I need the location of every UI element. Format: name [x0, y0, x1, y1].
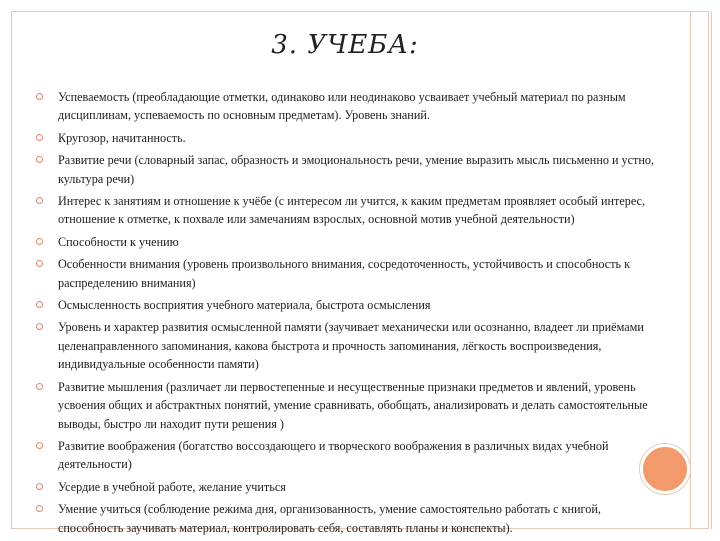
bullet-circle-icon — [36, 93, 43, 100]
list-item — [36, 255, 656, 292]
list-item — [36, 378, 656, 433]
list-item — [36, 296, 656, 314]
list-item-text: Кругозор, начитанность. — [58, 130, 186, 145]
list-item-text: Развитие мышления (различает ли первостепенные и несущественные признаки предметов и явлений, уровень усвоения общих и абстрактных понятий, умение сравнивать, обобщать, анализировать и делать самостоятельные выводы, быстро ли находит пути решения ) — [58, 379, 648, 431]
bullet-circle-icon — [36, 156, 43, 163]
bullet-list — [36, 88, 656, 541]
side-decoration-strip — [690, 11, 712, 529]
list-item — [36, 318, 656, 373]
bullet-circle-icon — [36, 323, 43, 330]
bullet-circle-icon — [36, 238, 43, 245]
list-item — [36, 129, 656, 147]
bullet-circle-icon — [36, 197, 43, 204]
list-item-text: Успеваемость (преобладающие отметки, одинаково или неодинаково усваивает учебный материал по разным дисциплинам, успеваемость по основным предметам). Уровень знаний. — [58, 90, 626, 123]
list-item — [36, 437, 656, 474]
list-item — [36, 500, 656, 537]
list-item-text: Особенности внимания (уровень произвольного внимания, сосредоточенность, устойчивость и способность к распределению внимания) — [58, 257, 631, 290]
list-item — [36, 88, 656, 125]
bullet-circle-icon — [36, 383, 43, 390]
list-item-text: Интерес к занятиям и отношение к учёбе (с интересом ли учится, к каким предметам проявляет особый интерес, отношение к отметке, к похвале или замечаниям взрослых, основной мотив учебной деятельности) — [58, 194, 645, 227]
list-item — [36, 192, 656, 229]
list-item-text: Развитие воображения (богатство воссоздающего и творческого воображения в различных видах учебной деятельности) — [58, 438, 609, 472]
bullet-circle-icon — [36, 260, 43, 267]
list-item — [36, 233, 656, 251]
slide-title: 3. УЧЕБА: — [271, 30, 419, 60]
list-item — [36, 478, 656, 496]
bullet-circle-icon — [36, 442, 43, 449]
list-item-text: Усердие в учебной работе, желание учиться — [58, 479, 286, 494]
list-item-text: Способности к учению — [58, 234, 179, 249]
list-item — [36, 151, 656, 188]
bullet-circle-icon — [36, 134, 43, 141]
bullet-circle-icon — [36, 301, 43, 308]
bullet-circle-icon — [36, 505, 43, 512]
list-item-text: Умение учиться (соблюдение режима дня, организованность, умение самостоятельно работать с книгой, способность заучивать материал, контролировать себя, составлять планы и конспекты). — [58, 502, 601, 535]
list-item-text: Развитие речи (словарный запас, образность и эмоциональность речи, умение выразить мысль письменно и устно, культура речи) — [58, 153, 655, 186]
list-item-text: Уровень и характер развития осмысленной памяти (заучивает механически или осознанно, владеет ли приёмами целенаправленного запоминания, какова быстрота и прочность запоминания, лёгкость воспроизведения, индивидуальные особенности памяти) — [58, 320, 644, 372]
list-item-text: Осмысленность восприятия учебного материала, быстрота осмысления — [58, 298, 431, 313]
bullet-circle-icon — [36, 483, 43, 490]
